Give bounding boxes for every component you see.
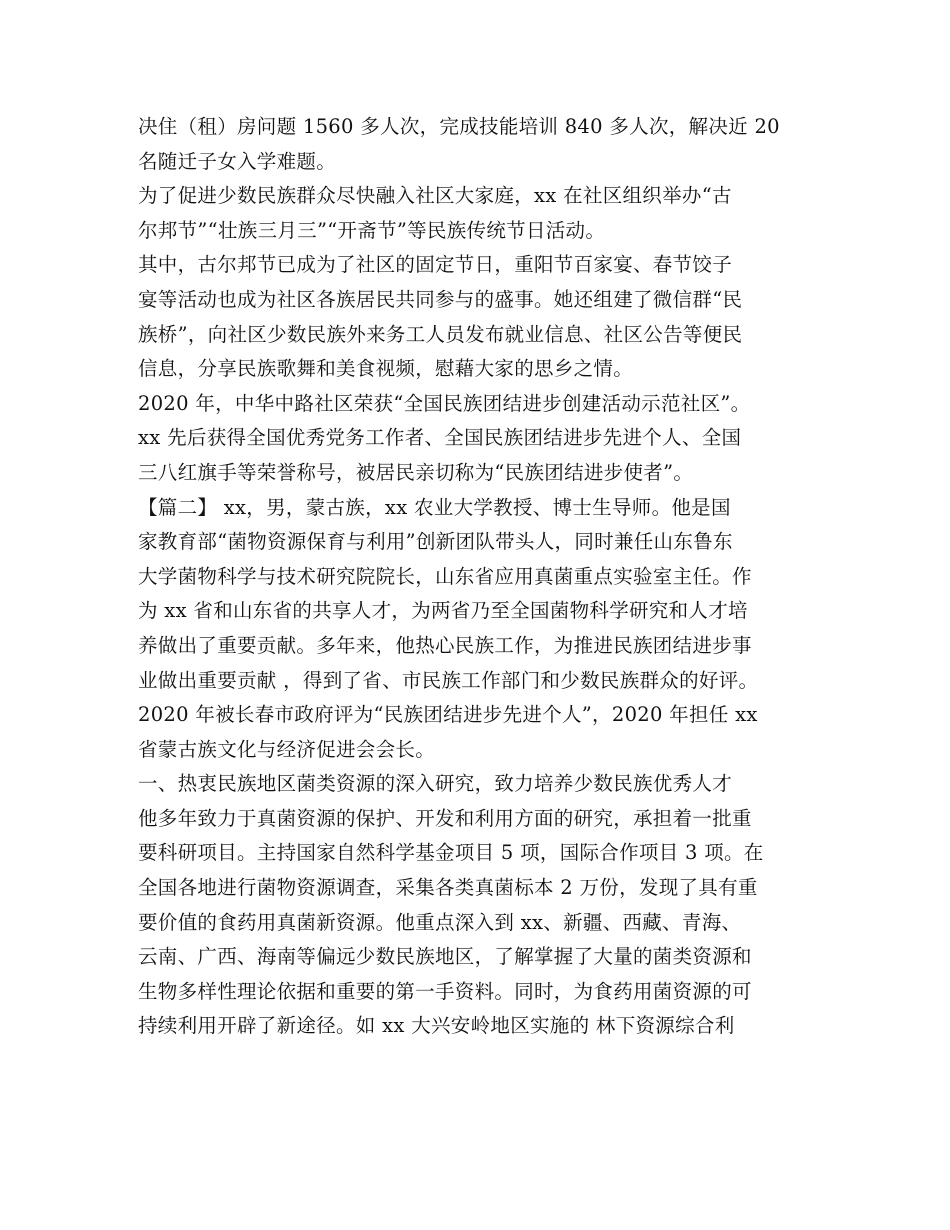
text-line: 尔邦节”“壮族三月三”“开斋节”等民族传统节日活动。 xyxy=(138,218,606,242)
text-line: 他多年致力于真菌资源的保护、开发和利用方面的研究，承担着一批重 xyxy=(138,806,752,830)
body-text xyxy=(138,110,828,1044)
text-line: 三八红旗手等荣誉称号，被居民亲切称为“民族团结进步使者”。 xyxy=(138,460,694,484)
text-line: 省蒙古族文化与经济促进会会长。 xyxy=(138,737,436,761)
text-line: 其中，古尔邦节已成为了社区的固定节日，重阳节百家宴、春节饺子 xyxy=(138,253,733,277)
text-line: 云南、广西、海南等偏远少数民族地区，了解掌握了大量的菌类资源和 xyxy=(138,945,752,969)
text-line: 名随迁子女入学难题。 xyxy=(138,149,337,173)
text-line: 2020 年，中华中路社区荣获“全国民族团结进步创建活动示范社区”。 xyxy=(138,391,751,415)
text-line: 持续利用开辟了新途径。如 xx 大兴安岭地区实施的 林下资源综合利 xyxy=(138,1014,735,1038)
text-line: xx 先后获得全国优秀党务工作者、全国民族团结进步先进个人、全国 xyxy=(138,426,742,450)
text-line: 2020 年被长春市政府评为“民族团结进步先进个人”，2020 年担任 xx xyxy=(138,703,758,727)
text-line: 宴等活动也成为社区各族居民共同参与的盛事。她还组建了微信群“民 xyxy=(138,287,743,311)
text-line: 为了促进少数民族群众尽快融入社区大家庭，xx 在社区组织举办“古 xyxy=(138,184,732,208)
text-line: 养做出了重要贡献。多年来，他热心民族工作，为推进民族团结进步事 xyxy=(138,633,752,657)
text-line: 全国各地进行菌物资源调查，采集各类真菌标本 2 万份，发现了具有重 xyxy=(138,876,758,900)
text-line: 要价值的食药用真菌新资源。他重点深入到 xx、新疆、西藏、青海、 xyxy=(138,910,742,934)
text-line: 为 xx 省和山东省的共享人才，为两省乃至全国菌物科学研究和人才培 xyxy=(138,599,748,623)
text-line: 决住（租）房问题 1560 多人次，完成技能培训 840 多人次，解决近 20 xyxy=(138,115,780,138)
text-line: 大学菌物科学与技术研究院院长，山东省应用真菌重点实验室主任。作 xyxy=(138,564,752,588)
text-line: 要科研项目。主持国家自然科学基金项目 5 项，国际合作项目 3 项。在 xyxy=(138,841,764,865)
text-line: 生物多样性理论依据和重要的第一手资料。同时，为食药用菌资源的可 xyxy=(138,979,752,1003)
subheading-line: 一、热衷民族地区菌类资源的深入研究，致力培养少数民族优秀人才 xyxy=(138,772,733,796)
section-heading-line: 【篇二】 xx，男，蒙古族，xx 农业大学教授、博士生导师。他是国 xyxy=(138,495,731,519)
text-line: 业做出重要贡献 ，得到了省、市民族工作部门和少数民族群众的好评。 xyxy=(138,668,759,692)
text-line: 家教育部“菌物资源保育与利用”创新团队带头人，同时兼任山东鲁东 xyxy=(138,530,733,554)
text-line: 族桥”，向社区少数民族外来务工人员发布就业信息、社区公告等便民 xyxy=(138,322,743,346)
text-line: 信息，分享民族歌舞和美食视频，慰藉大家的思乡之情。 xyxy=(138,357,634,381)
